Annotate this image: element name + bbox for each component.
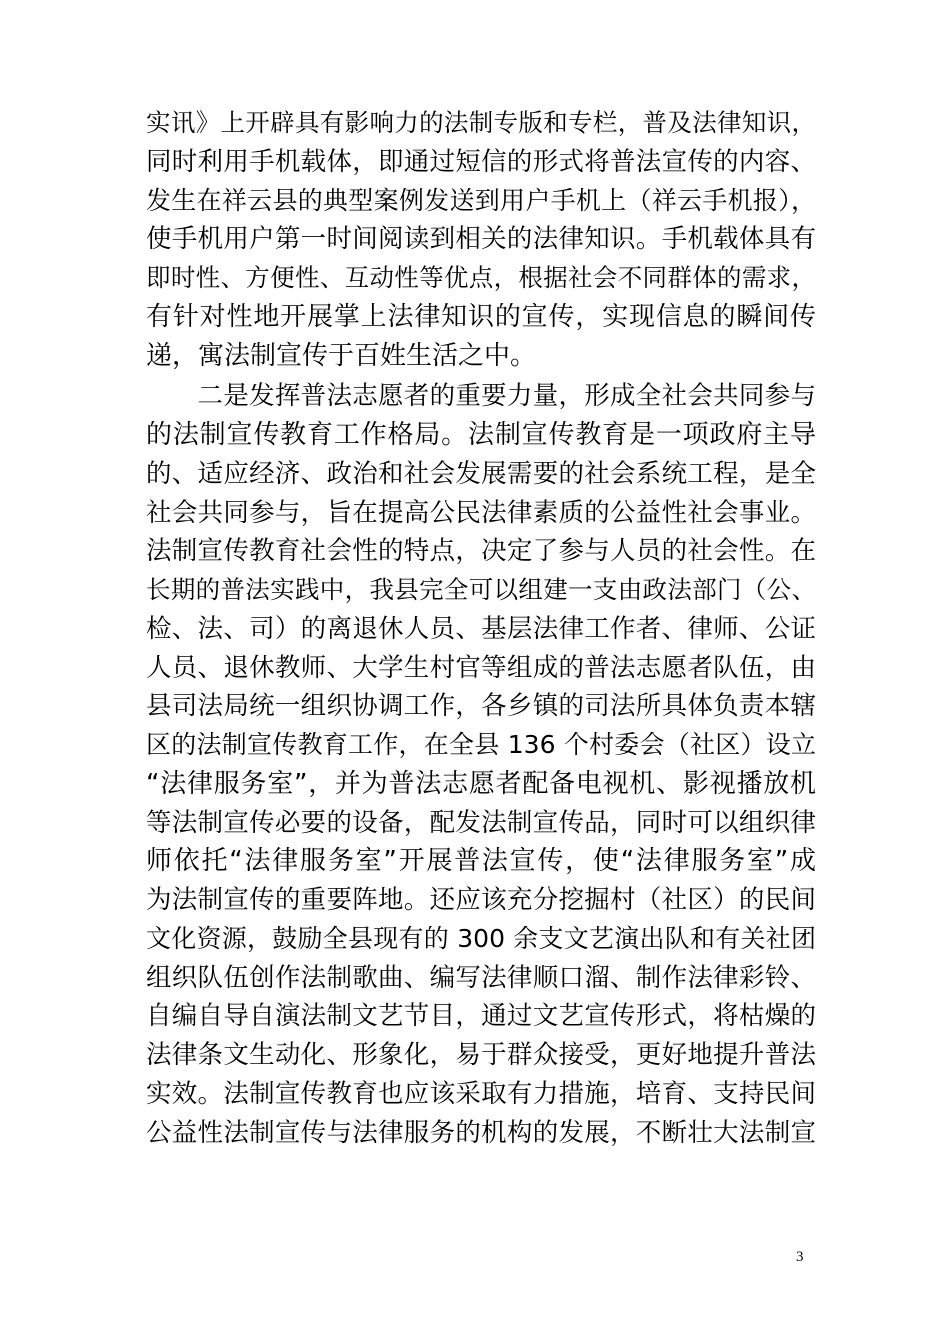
text-line: 长期的普法实践中，我县完全可以组建一支由政法部门（公、 xyxy=(146,575,816,604)
text-line: 二是发挥普法志愿者的重要力量，形成全社会共同参与 xyxy=(146,381,816,412)
paragraph-online-legal-publicity xyxy=(146,104,816,375)
text-line: 自编自导自演法制文艺节目，通过文艺宣传形式，将枯燥的 xyxy=(146,1001,816,1032)
text-line: 县司法局统一组织协调工作，各乡镇的司法所具体负责本辖 xyxy=(146,691,816,722)
text-line: 法律条文生动化、形象化，易于群众接受，更好地提升普法 xyxy=(146,1040,816,1070)
text-line: 等法制宣传必要的设备，配发法制宣传品，同时可以组织律 xyxy=(146,807,816,838)
text-line: 使手机用户第一时间阅读到相关的法律知识。手机载体具有 xyxy=(146,224,816,255)
text-line: 即时性、方便性、互动性等优点，根据社会不同群体的需求， xyxy=(146,263,816,292)
text-line: 公益性法制宣传与法律服务的机构的发展，不断壮大法制宣 xyxy=(146,1117,816,1148)
text-line: 师依托“法律服务室”开展普法宣传，使“法律服务室”成 xyxy=(146,846,816,877)
body-text xyxy=(146,104,816,1152)
text-line: 法制宣传教育社会性的特点，决定了参与人员的社会性。在 xyxy=(146,536,816,567)
text-line: 社会共同参与，旨在提高公民法律素质的公益性社会事业。 xyxy=(146,497,816,528)
text-line: 实效。法制宣传教育也应该采取有力措施，培育、支持民间 xyxy=(146,1078,816,1109)
text-line: 区的法制宣传教育工作，在全县 136 个村委会（社区）设立 xyxy=(146,730,816,759)
text-line: 实讯》上开辟具有影响力的法制专版和专栏，普及法律知识， xyxy=(146,108,816,137)
text-line: 文化资源，鼓励全县现有的 300 余支文艺演出队和有关社团 xyxy=(146,923,816,953)
text-line: 为法制宣传的重要阵地。还应该充分挖掘村（社区）的民间 xyxy=(146,885,816,915)
paragraph-volunteer-force xyxy=(146,377,816,1152)
page-number: 3 xyxy=(796,1249,804,1265)
text-line: 的、适应经济、政治和社会发展需要的社会系统工程，是全 xyxy=(146,458,816,489)
text-line: 递，寓法制宣传于百姓生活之中。 xyxy=(146,340,537,371)
text-line: 人员、退休教师、大学生村官等组成的普法志愿者队伍，由 xyxy=(146,652,816,683)
text-line: 有针对性地开展掌上法律知识的宣传，实现信息的瞬间传 xyxy=(146,301,816,332)
text-line: 检、法、司）的离退休人员、基层法律工作者、律师、公证 xyxy=(146,613,816,644)
text-line: 发生在祥云县的典型案例发送到用户手机上（祥云手机报）， xyxy=(146,185,816,215)
text-line: 组织队伍创作法制歌曲、编写法律顺口溜、制作法律彩铃、 xyxy=(146,962,816,993)
text-line: 同时利用手机载体，即通过短信的形式将普法宣传的内容、 xyxy=(146,146,816,177)
text-line: “法律服务室”，并为普法志愿者配备电视机、影视播放机 xyxy=(146,768,816,799)
text-line: 的法制宣传教育工作格局。法制宣传教育是一项政府主导 xyxy=(146,420,816,450)
